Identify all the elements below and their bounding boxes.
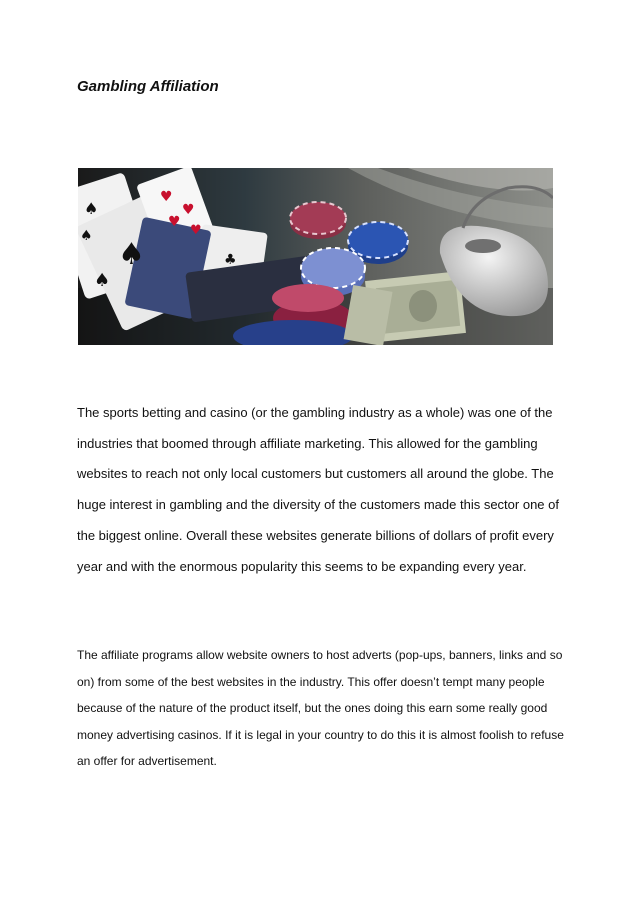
svg-text:♠: ♠ (84, 199, 99, 218)
svg-text:♠: ♠ (80, 228, 93, 244)
gambling-photo (78, 168, 553, 345)
svg-text:♥: ♥ (168, 214, 181, 230)
paragraph-1: The sports betting and casino (or the gambling industry as a whole) was one of the industries that boomed through affiliate marketing. This allowed for the gambling websites to reach not only local customers but customers all around the globe. The huge interest in gambling and the diversity of the customers made this sector one of the biggest online. Overall these websites generate billions of dollars of profit every year and with the enormous popularity this seems to be expanding every year. (77, 405, 559, 574)
svg-text:♠: ♠ (94, 270, 111, 291)
document-title: Gambling Affiliation (77, 78, 219, 95)
svg-text:♠: ♠ (118, 237, 145, 272)
svg-text:♥: ♥ (160, 189, 173, 205)
svg-text:♣: ♣ (224, 252, 237, 268)
svg-text:♥: ♥ (190, 223, 202, 238)
paragraph-2: The affiliate programs allow website owners to host adverts (pop-ups, banners, links and so on) from some of the best websites in the industry. This offer doesn’t tempt many people because of the nature of the product itself, but the ones doing this earn some really good money advertising casinos. If it is legal in your country to do this it is almost foolish to refuse an offer for advertisement. (77, 648, 564, 768)
svg-text:♥: ♥ (182, 202, 195, 218)
